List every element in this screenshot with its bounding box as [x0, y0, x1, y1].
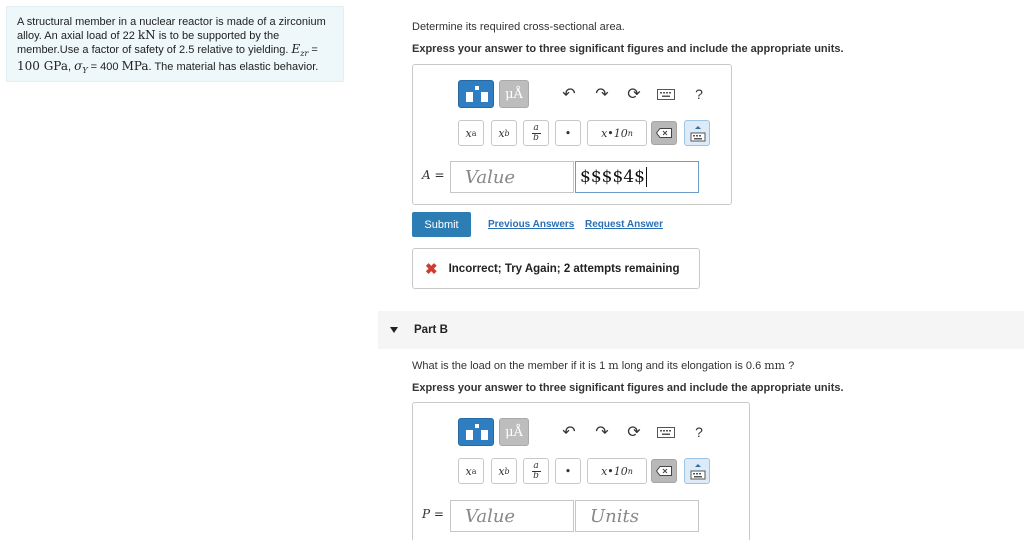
submit-button[interactable]: Submit — [412, 212, 471, 237]
feedback-box — [412, 248, 700, 289]
templates-icon-right — [481, 92, 488, 102]
redo-icon[interactable]: ↷ — [595, 86, 609, 103]
help-icon[interactable]: ? — [695, 86, 703, 102]
value-input-b[interactable]: Value — [450, 500, 574, 532]
redo-icon-b[interactable]: ↷ — [595, 424, 609, 441]
delete-icon[interactable] — [651, 121, 677, 145]
fraction-button-b[interactable]: a b — [523, 458, 549, 484]
help-icon-b[interactable]: ? — [695, 424, 703, 440]
subscript-button[interactable]: x b — [491, 120, 517, 146]
templates-button[interactable] — [458, 80, 494, 108]
templates-icon — [466, 92, 473, 102]
scientific-notation-button[interactable]: x•10 n — [587, 120, 647, 146]
keyboard-icon-b[interactable] — [655, 421, 677, 443]
problem-line-1: A structural member in a nuclear reactor is made of a zirconium — [17, 16, 326, 28]
part-b-question: What is the load on the member if it is 1 m long and its elongation is 0.6 mm ? — [412, 359, 795, 372]
part-a-instruction: Express your answer to three significant figures and include the appropriate units. — [412, 43, 844, 55]
problem-line-3: member.Use a factor of safety of 2.5 relative to yielding. $E_{zr}$ = — [17, 42, 318, 59]
undo-icon-b[interactable]: ↶ — [562, 424, 576, 441]
keyboard-icon[interactable] — [655, 83, 677, 105]
units-button-b[interactable]: μÅ — [499, 418, 529, 446]
part-b-answer-panel — [412, 402, 750, 540]
problem-statement — [6, 6, 344, 82]
dot-button-b[interactable]: • — [555, 458, 581, 484]
request-answer-link[interactable]: Request Answer — [585, 219, 663, 230]
feedback-text: Incorrect; Try Again; 2 attempts remaining — [448, 262, 680, 275]
units-button[interactable]: μÅ — [499, 80, 529, 108]
collapse-triangle-icon[interactable] — [390, 327, 398, 333]
keyboard-toggle-icon[interactable] — [684, 120, 710, 146]
variable-label-a: A = — [422, 168, 445, 182]
value-input[interactable]: Value — [450, 161, 574, 193]
superscript-button[interactable]: x a — [458, 120, 484, 146]
part-b-instruction: Express your answer to three significant figures and include the appropriate units. — [412, 382, 844, 394]
part-a-answer-panel — [412, 64, 732, 205]
text-caret — [646, 167, 647, 187]
superscript-button-b[interactable]: x a — [458, 458, 484, 484]
units-input[interactable]: $$$$4$ — [575, 161, 699, 193]
delete-icon-b[interactable] — [651, 459, 677, 483]
problem-line-2: alloy. An axial load of 22 kN is to be supported by the — [17, 28, 280, 42]
part-b-title: Part B — [414, 324, 448, 336]
dot-button[interactable]: • — [555, 120, 581, 146]
templates-icon-right-b — [481, 430, 488, 440]
undo-icon[interactable]: ↶ — [562, 86, 576, 103]
units-input-b[interactable]: Units — [575, 500, 699, 532]
templates-icon-b — [466, 430, 473, 440]
scientific-notation-button-b[interactable]: x•10 n — [587, 458, 647, 484]
templates-icon-small — [475, 86, 479, 90]
part-a-question: Determine its required cross-sectional area. — [412, 21, 625, 33]
templates-icon-small-b — [475, 424, 479, 428]
keyboard-toggle-icon-b[interactable] — [684, 458, 710, 484]
problem-line-4: 100 GPa, $\sigma_Y = 400$ MPa. The material has elastic behavior. — [17, 59, 319, 76]
part-b-header[interactable] — [378, 311, 1024, 349]
variable-label-p: P = — [422, 507, 444, 521]
fraction-button[interactable]: a b — [523, 120, 549, 146]
templates-button-b[interactable] — [458, 418, 494, 446]
error-icon: ✖ — [425, 260, 438, 278]
reset-icon-b[interactable]: ⟳ — [627, 424, 641, 441]
subscript-button-b[interactable]: x b — [491, 458, 517, 484]
previous-answers-link[interactable]: Previous Answers — [488, 219, 575, 230]
reset-icon[interactable]: ⟳ — [627, 86, 641, 103]
